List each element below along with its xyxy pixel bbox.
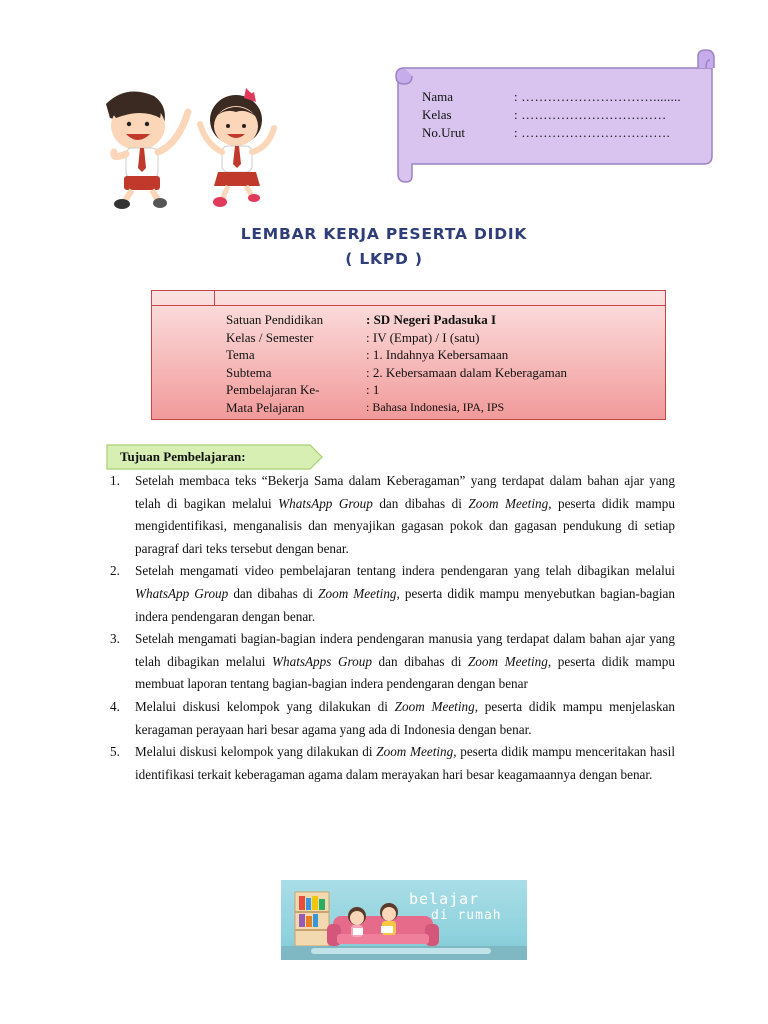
boy-figure xyxy=(106,92,188,210)
objective-number: 1. xyxy=(110,473,120,488)
objective-item: 4. Melalui diskusi kelompok yang dilakukan di Zoom Meeting, peserta didik mampu menjelaskan keragaman perayaan hari besar agama yang ada di Indonesia dengan benar. xyxy=(110,696,675,741)
info-value: : 2. Kebersamaan dalam Keberagaman xyxy=(366,364,568,380)
info-row xyxy=(226,381,567,399)
identity-fields xyxy=(422,88,681,142)
identity-label: Nama xyxy=(422,89,454,104)
study-at-home-banner xyxy=(281,880,527,960)
info-value: : SD Negeri Padasuka I xyxy=(366,312,497,327)
info-row xyxy=(226,346,567,364)
bookshelf-illustration xyxy=(295,892,329,946)
identity-value: : ……………………………. xyxy=(514,125,670,140)
objective-item: 3. Setelah mengamati bagian-bagian indera pendengaran manusia yang terdapat dalam bahan ajar yang telah dibagikan melalui WhatsApps Group dan dibahas di Zoom Meeting, peserta didik mampu membuat laporan tentang bagian-bagian indera pendengaran dengan benar xyxy=(110,628,675,696)
identity-label: Kelas xyxy=(422,107,452,122)
info-label: Kelas / Semester xyxy=(226,329,314,345)
banner-text-line2: di rumah xyxy=(431,908,502,923)
info-label: Mata Pelajaran xyxy=(226,399,305,415)
objective-item: 1. Setelah membaca teks “Bekerja Sama dalam Keberagaman” yang terdapat dalam bahan ajar yang telah di bagikan melalui WhatsApp Group dan dibahas di Zoom Meeting, peserta didik mampu mengidentifikasi, menganalisis dan menyajikan gagasan pokok dan gagasan pendukung di setiap paragraf dari teks tersebut dengan benar. xyxy=(110,470,675,560)
identity-row-nourut xyxy=(422,124,681,142)
objective-item: 2. Setelah mengamati video pembelajaran tentang indera pendengaran yang telah dibagikan melalui WhatsApp Group dan dibahas di Zoom Meeting, peserta didik mampu menyebutkan bagian-bagian indera pendengaran dengan benar. xyxy=(110,560,675,628)
info-rows xyxy=(226,311,567,416)
objectives-label: Tujuan Pembelajaran: xyxy=(120,449,246,464)
objective-item: 5. Melalui diskusi kelompok yang dilakukan di Zoom Meeting, peserta didik mampu menceritakan hasil identifikasi terkait keberagaman agama dalam merayakan hari besar keagamaannya dengan benar. xyxy=(110,741,675,786)
identity-row-kelas xyxy=(422,106,681,124)
objective-number: 2. xyxy=(110,563,120,579)
info-value: : IV (Empat) / I (satu) xyxy=(366,329,480,345)
identity-value: : …………………………… xyxy=(514,107,667,122)
objectives-list xyxy=(110,470,675,786)
table-divider xyxy=(214,291,215,305)
page-title: LEMBAR KERJA PESERTA DIDIK xyxy=(240,225,528,243)
info-label: Pembelajaran Ke- xyxy=(226,382,320,397)
identity-scroll xyxy=(390,48,720,184)
banner-text-line1: belajar xyxy=(409,890,480,908)
identity-row-nama xyxy=(422,88,681,106)
identity-label: No.Urut xyxy=(422,125,465,140)
info-row xyxy=(226,311,567,329)
kids-illustration xyxy=(96,84,286,214)
objectives-tag xyxy=(106,444,324,470)
girl-figure xyxy=(200,88,274,207)
info-label: Tema xyxy=(226,347,255,362)
info-table xyxy=(151,290,666,420)
objective-number: 4. xyxy=(110,698,120,714)
table-divider xyxy=(152,305,665,306)
info-label: Satuan Pendidikan xyxy=(226,312,324,327)
info-row xyxy=(226,329,567,347)
objective-number: 3. xyxy=(110,631,120,647)
info-row xyxy=(226,364,567,382)
info-label: Subtema xyxy=(226,364,272,380)
rug xyxy=(311,948,491,954)
info-value: : Bahasa Indonesia, IPA, IPS xyxy=(366,399,505,414)
identity-value: : …………………………........ xyxy=(514,89,681,104)
objective-number: 5. xyxy=(110,744,120,760)
page-subtitle: ( LKPD ) xyxy=(345,250,423,268)
info-value: : 1 xyxy=(366,382,380,397)
info-value: : 1. Indahnya Kebersamaan xyxy=(366,347,509,362)
info-row xyxy=(226,399,567,417)
